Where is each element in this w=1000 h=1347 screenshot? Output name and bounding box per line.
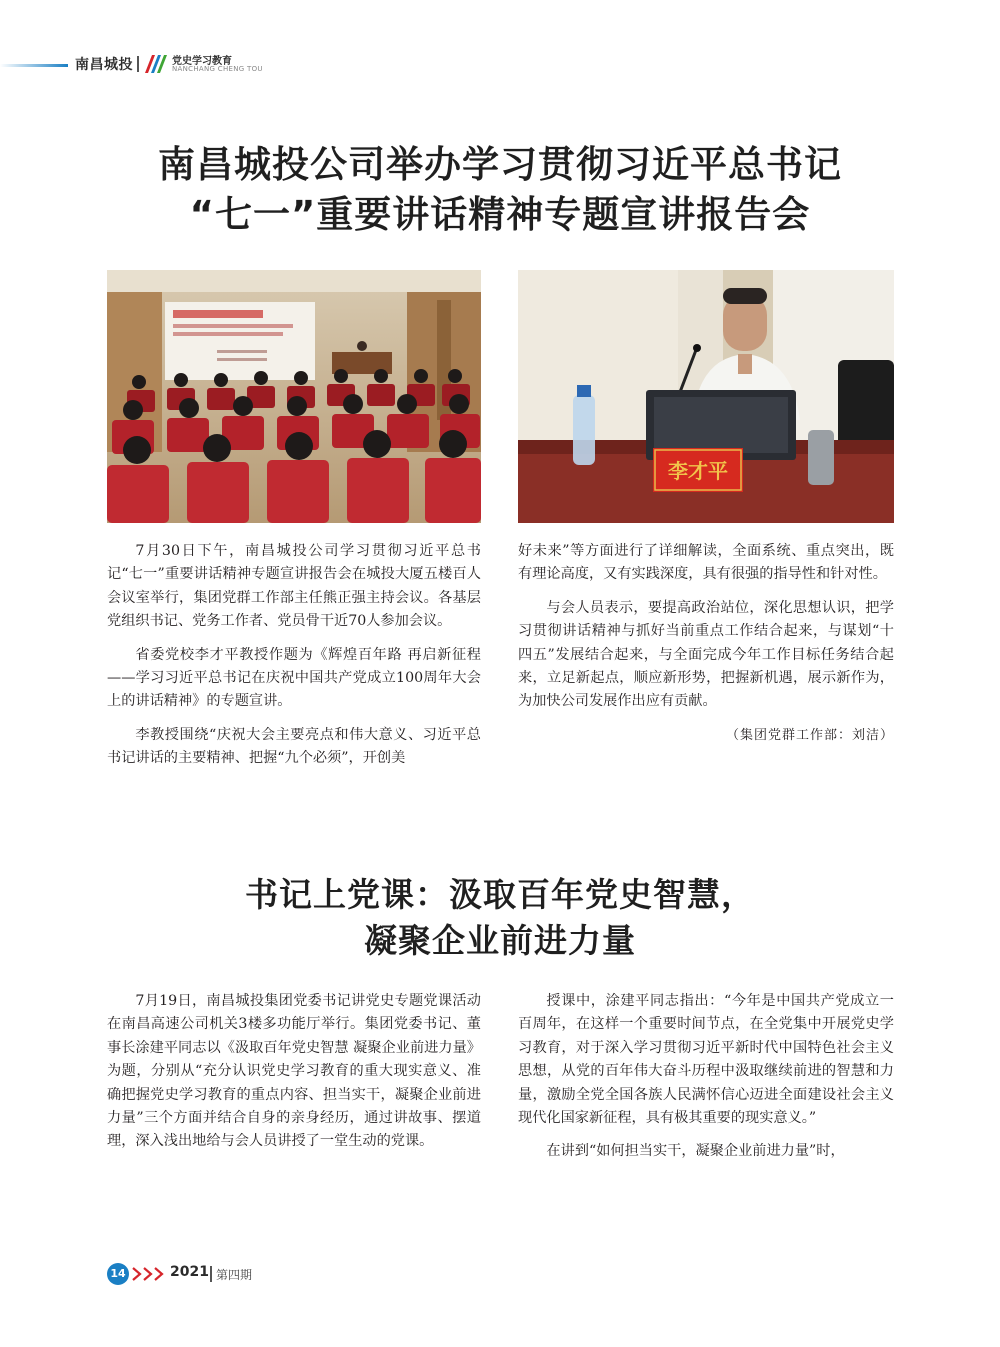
page-number: 14 [107,1263,129,1285]
article1-paragraph: 与会人员表示，要提高政治站位，深化思想认识，把学习贯彻讲话精神与抓好当前重点工作结合起来，与谋划“十四五”发展结合起来，与全面完成今年工作目标任务结合起来，立足新起点，顺应新形势，把握新机遇，展示新作为，为加快公司发展作出应有贡献。 [518,599,894,710]
lecture-hall-photo [107,270,481,523]
article1-paragraph: 7月30日下午，南昌城投公司学习贯彻习近平总书记“七一”重要讲话精神专题宣讲报告会在城投大厦五楼百人会议室举行，集团党群工作部主任熊正强主持会议。各基层党组织书记、党务工作者、党员骨干近70人参加会议。 [107,543,481,630]
article2-column-left [107,990,481,1164]
article1-column-left [107,540,481,781]
article1-title-line2: “七一”重要讲话精神专题宣讲报告会 [189,193,811,236]
header-accent-line [0,64,68,67]
article1-paragraph: 李教授围绕“庆祝大会主要亮点和伟大意义、习近平总书记讲话的主要精神、把握“九个必须”，开创美 [107,726,481,767]
issue-year: 2021 [170,1264,209,1280]
speaker-photo [518,270,894,523]
footer-divider [210,1266,212,1282]
issue-label: 第四期 [216,1268,253,1282]
article1-paragraph: 好未来”等方面进行了详细解读，全面系统、重点突出，既有理论高度，又有实践深度，具有很强的指导性和针对性。 [518,543,894,583]
page-header [0,50,1000,86]
nanchang-chengtou-logo-icon [143,51,169,75]
header-brand: 南昌城投 [75,57,133,73]
header-divider [137,56,139,72]
header-subtitle: 党史学习教育 [172,56,232,67]
article1-paragraph: 省委党校李才平教授作题为《辉煌百年路 再启新征程——学习习近平总书记在庆祝中国共产党成立100周年大会上的讲话精神》的专题宣讲。 [107,646,481,710]
article2-paragraph: 在讲到“如何担当实干，凝聚企业前进力量”时， [546,1143,845,1160]
header-subtitle-en: NANCHANG CHENG TOU [172,65,263,73]
article2-paragraph: 授课中，涂建平同志指出：“今年是中国共产党成立一百周年，在这样一个重要时间节点，在全党集中开展党史学习教育，对于深入学习贯彻习近平新时代中国特色社会主义思想，从党的百年伟大奋斗历程中汲取继续前进的智慧和力量，激励全党全国各族人民满怀信心迈进全面建设社会主义现代化国家新征程，具有极其重要的现实意义。” [518,993,894,1127]
article2-title-line1: 书记上党课：汲取百年党史智慧， [245,875,755,914]
article1-title-line1: 南昌城投公司举办学习贯彻习近平总书记 [158,143,842,186]
article2-title-line2: 凝聚企业前进力量 [364,921,636,960]
article2-paragraph: 7月19日，南昌城投集团党委书记讲党史专题党课活动在南昌高速公司机关3楼多功能厅举行。集团党委书记、董事长涂建平同志以《汲取百年党史智慧 凝聚企业前进力量》为题，分别从“充分认识党史学习教育的重大现实意义、准确把握党史学习教育的重点内容、担当实干，凝聚企业前进力量”三个方面并结合自身的亲身经历，通过讲故事、摆道理，深入浅出地给与会人员讲授了一堂生动的党课。 [107,993,481,1150]
article2-title [0,872,1000,964]
nameplate-text: 李才平 [668,459,728,483]
article1-column-right [518,540,894,757]
article2-column-right [518,990,894,1174]
article1-title [0,140,1000,240]
chevron-right-icon [132,1266,166,1282]
article1-byline: （集团党群工作部：刘洁） [725,727,894,743]
